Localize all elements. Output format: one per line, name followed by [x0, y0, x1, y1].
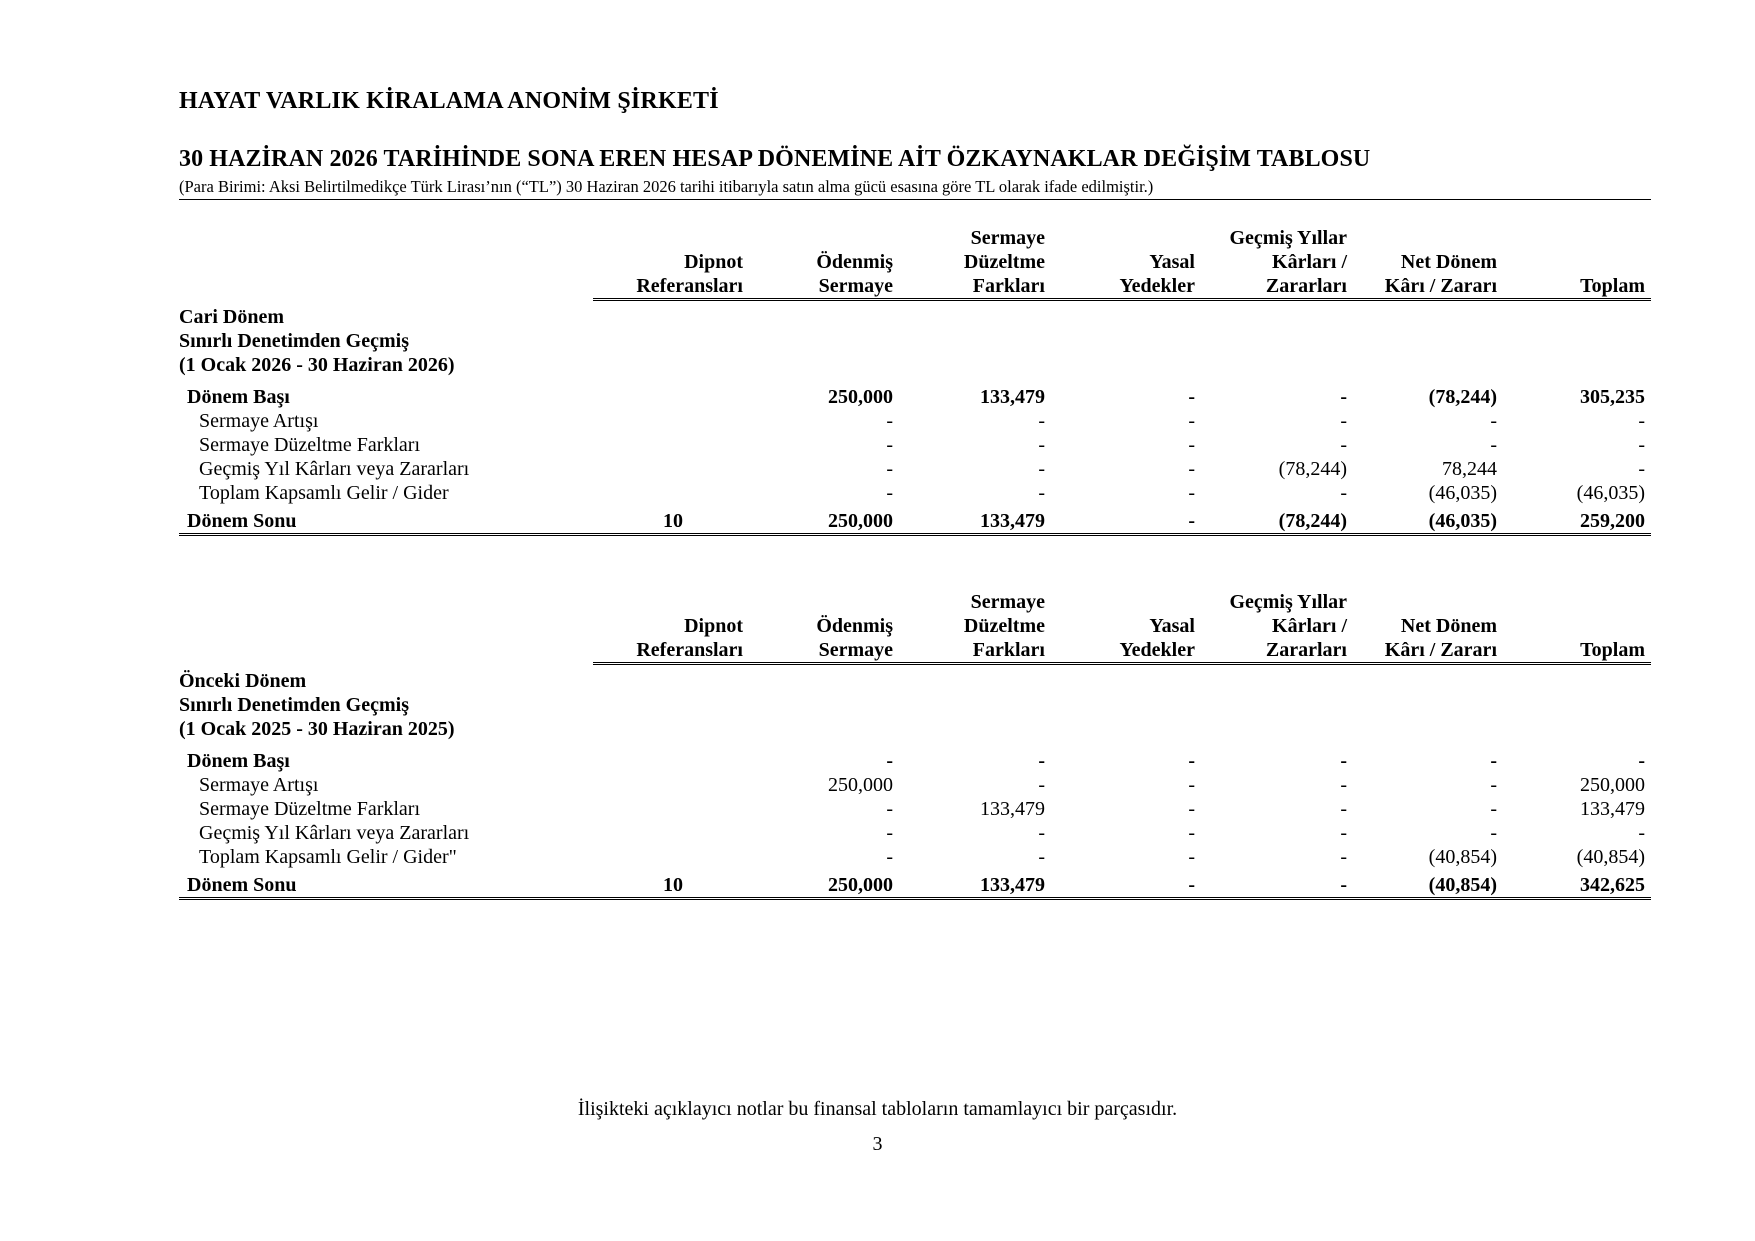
table-row: Sermaye Artışı 250,000 - - - - 250,000 [199, 774, 1645, 796]
page-number: 3 [872, 1133, 883, 1155]
total-row: Dönem Sonu 10 250,000 133,479 - - (40,854) 342,625 [179, 869, 1651, 899]
table-row: Toplam Kapsamlı Gelir / Gider" - - - - (40,854) (40,854) [199, 846, 1645, 868]
footer-note: İlişikteki açıklayıcı notlar bu finansal tabloların tamamlayıcı bir parçasıdır. [577, 1098, 1178, 1120]
statement-title: 30 HAZİRAN 2026 TARİHİNDE SONA EREN HESAP DÖNEMİNE AİT ÖZKAYNAKLAR DEĞİŞİM TABLOSU [179, 146, 1371, 172]
col-duzeltme: Sermaye Düzeltme Farkları [893, 226, 1045, 300]
prior-period-table [179, 590, 1651, 900]
col-odenmis: Ödenmiş Sermaye [743, 590, 893, 664]
total-row: Dönem Sonu 10 250,000 133,479 - (78,244) (46,035) 259,200 [179, 505, 1651, 535]
table-row: Geçmiş Yıl Kârları veya Zararları - - - - - - [199, 822, 1645, 844]
col-toplam: Toplam [1497, 590, 1651, 664]
table-row: Sermaye Düzeltme Farkları - - - - - - [199, 434, 1645, 456]
column-header-row [179, 590, 1651, 664]
title-rule [179, 199, 1651, 200]
company-name: HAYAT VARLIK KİRALAMA ANONİM ŞİRKETİ [179, 88, 719, 114]
table-row: Sermaye Artışı - - - - - - [199, 410, 1645, 432]
col-dipnot: Dipnot Referansları [593, 590, 743, 664]
current-period-table [179, 226, 1651, 536]
period-heading [179, 300, 1651, 378]
period-range: (1 Ocak 2026 - 30 Haziran 2026) [179, 354, 455, 376]
currency-note: (Para Birimi: Aksi Belirtilmedikçe Türk Lirası’nın (“TL”) 30 Haziran 2026 tarihi itibarıyla satın alma gücü esasına göre TL olarak ifade edilmiştir.) [179, 177, 1154, 196]
col-yasal: Yasal Yedekler [1045, 226, 1195, 300]
col-duzeltme: Sermaye Düzeltme Farkları [893, 590, 1045, 664]
period-range: (1 Ocak 2025 - 30 Haziran 2025) [179, 718, 455, 740]
col-odenmis: Ödenmiş Sermaye [743, 226, 893, 300]
table-row: Dönem Başı - - - - - - [187, 750, 1645, 772]
table-row: Dönem Başı 250,000 133,479 - - (78,244) 305,235 [187, 386, 1645, 408]
col-dipnot: Dipnot Referansları [593, 226, 743, 300]
col-gecmis: Geçmiş Yıllar Kârları / Zararları [1195, 226, 1347, 300]
period-name: Cari Dönem [179, 306, 284, 328]
col-gecmis: Geçmiş Yıllar Kârları / Zararları [1195, 590, 1347, 664]
col-yasal: Yasal Yedekler [1045, 590, 1195, 664]
audit-status: Sınırlı Denetimden Geçmiş [179, 330, 409, 352]
column-header-row [179, 226, 1651, 300]
audit-status: Sınırlı Denetimden Geçmiş [179, 694, 409, 716]
table-row: Sermaye Düzeltme Farkları - 133,479 - - - 133,479 [199, 798, 1645, 820]
col-net: Net Dönem Kârı / Zararı [1347, 590, 1497, 664]
table-row: Toplam Kapsamlı Gelir / Gider - - - - (46,035) (46,035) [199, 482, 1645, 504]
period-heading [179, 664, 1651, 742]
table-row: Geçmiş Yıl Kârları veya Zararları - - - (78,244) 78,244 - [199, 458, 1645, 480]
col-toplam: Toplam [1497, 226, 1651, 300]
col-net: Net Dönem Kârı / Zararı [1347, 226, 1497, 300]
period-name: Önceki Dönem [179, 670, 307, 692]
